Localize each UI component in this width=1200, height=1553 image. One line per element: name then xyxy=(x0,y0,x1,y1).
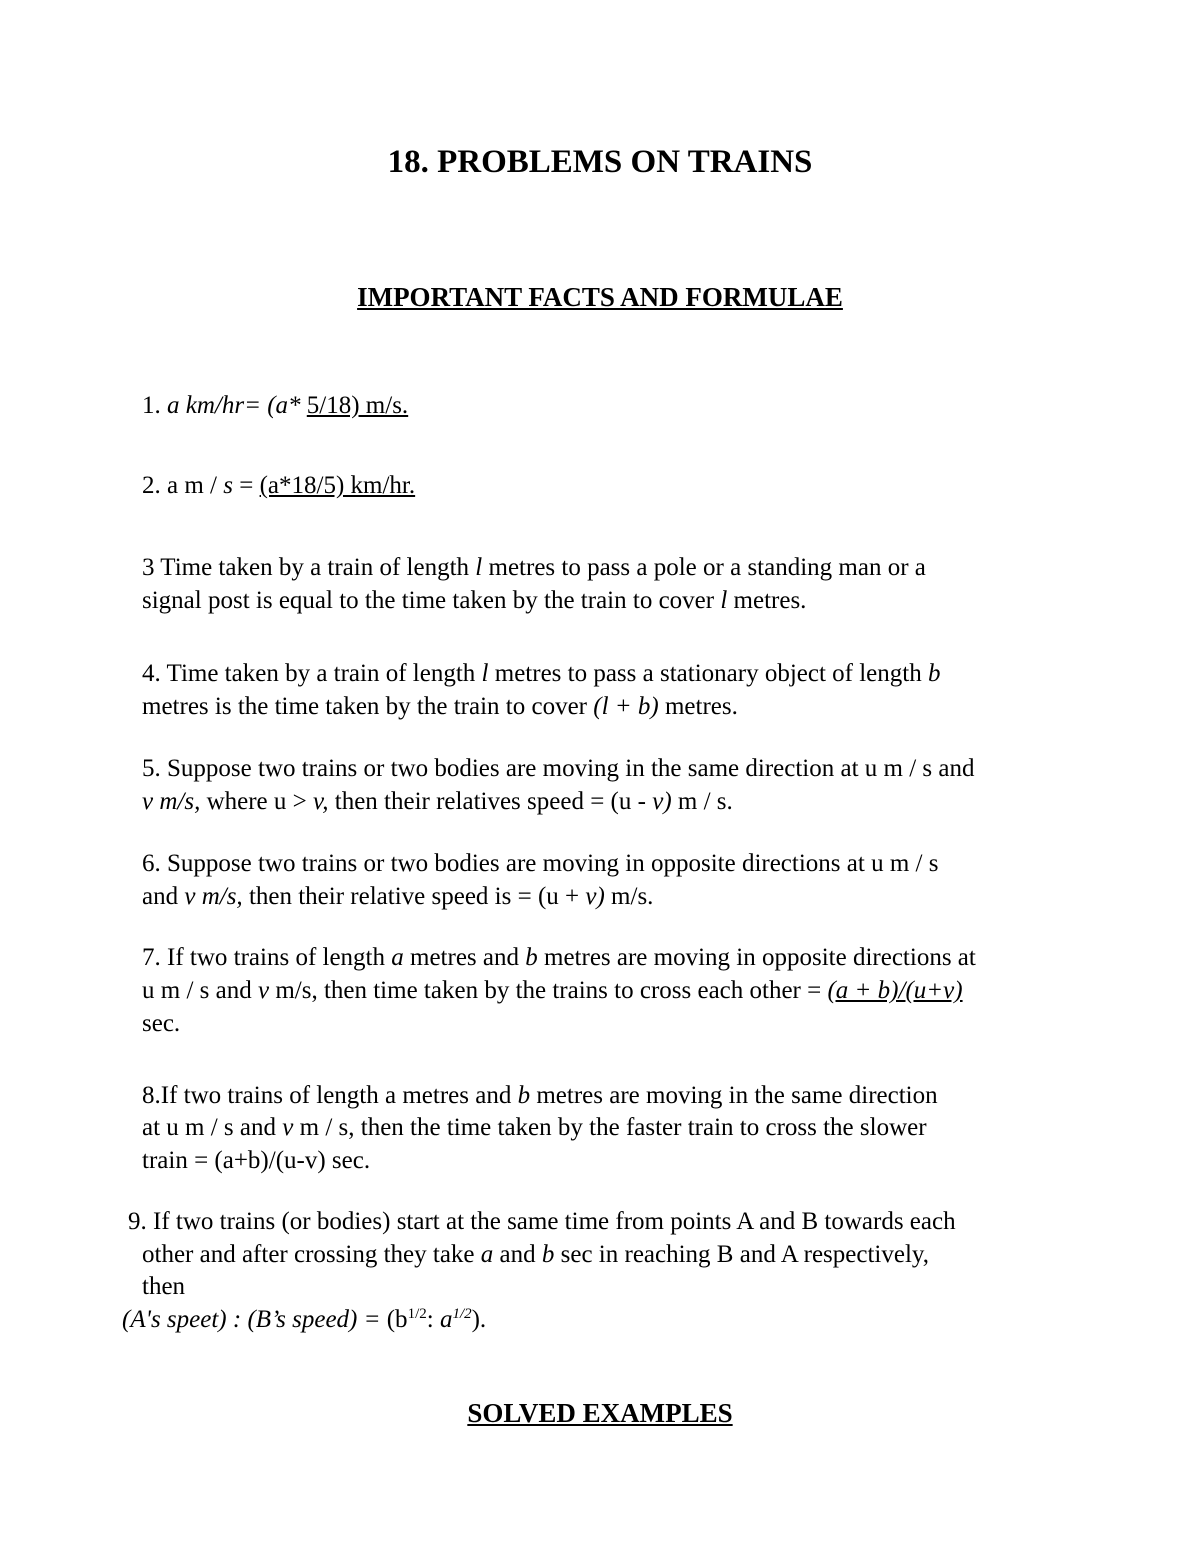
fact-7-b-var: b xyxy=(525,944,538,971)
fact-8-text-2-cont: m / s, then the time taken by the faster train to cross the slower xyxy=(293,1114,927,1141)
fact-5-v-speed: v m/s, xyxy=(142,788,201,815)
fact-5-unit: m / s. xyxy=(671,788,733,815)
fact-8-line-2 xyxy=(142,1112,927,1144)
fact-9-text: other and after crossing they take xyxy=(142,1241,481,1268)
fact-9-ratio-a: a xyxy=(439,1306,453,1333)
formula-1 xyxy=(142,390,408,422)
fact-5-text: where u > xyxy=(200,788,313,815)
fact-6-text: and xyxy=(142,883,185,910)
fact-4-line-1 xyxy=(142,658,940,690)
fact-4-b-var: b xyxy=(927,660,941,687)
fact-5-v-var-2: v) xyxy=(652,788,672,815)
fact-9-ratio-b: (b xyxy=(386,1306,408,1333)
fact-3-text-cont: metres to pass a pole or a standing man or a xyxy=(482,554,926,581)
fact-8-line-3: train = (a+b)/(u-v) sec. xyxy=(142,1147,371,1174)
fact-7-text-end: metres are moving in opposite directions at xyxy=(537,944,976,971)
fact-6-line-2 xyxy=(142,881,653,913)
fact-3-length-var: l xyxy=(475,554,483,581)
formula-2-unit-s: s xyxy=(223,472,233,499)
fact-8-line-1 xyxy=(142,1080,938,1112)
fact-7-text: 7. If two trains of length xyxy=(142,944,392,971)
fact-9-ratio-lhs: (A's speet) : (B’s speed) = xyxy=(122,1306,387,1333)
fact-4-text-2-cont: metres. xyxy=(658,693,738,720)
formula-1-rhs: 5/18) m/s. xyxy=(306,392,409,419)
fact-6-text-cont: then their relative speed is = (u + xyxy=(242,883,586,910)
fact-7-text-2-cont: m/s, then time taken by the trains to cross each other = xyxy=(269,977,828,1004)
fact-8-b-var: b xyxy=(517,1082,531,1109)
fact-9-line-3: then xyxy=(142,1273,186,1300)
fact-9-exponent-1: 1/2 xyxy=(407,1306,427,1322)
fact-6-v-speed: v m/s, xyxy=(184,883,243,910)
fact-9-text-and: and xyxy=(493,1241,542,1268)
fact-5-line-1: 5. Suppose two trains or two bodies are moving in the same direction at u m / s and xyxy=(142,755,975,782)
fact-8-v-var: v xyxy=(282,1114,294,1141)
fact-9-ratio-colon: : xyxy=(426,1306,440,1333)
fact-3-line-2 xyxy=(142,585,806,617)
facts-heading: IMPORTANT FACTS AND FORMULAE xyxy=(357,282,843,312)
fact-9-line-1: 9. If two trains (or bodies) start at the same time from points A and B towards each xyxy=(128,1208,956,1235)
fact-4-text: 4. Time taken by a train of length xyxy=(142,660,482,687)
fact-3-line-1 xyxy=(142,552,926,584)
fact-8-text-cont: metres are moving in the same direction xyxy=(530,1082,938,1109)
fact-6-unit: m/s. xyxy=(604,883,654,910)
fact-7-line-3: sec. xyxy=(142,1010,181,1037)
fact-9-a-var: a xyxy=(480,1241,494,1268)
solved-examples-heading: SOLVED EXAMPLES xyxy=(467,1398,733,1428)
fact-9-line-2 xyxy=(142,1239,929,1271)
fact-6-v-var: v) xyxy=(585,883,605,910)
formula-1-number: 1. xyxy=(142,392,167,419)
fact-4-text-2: metres is the time taken by the train to cover xyxy=(142,693,594,720)
fact-3-text: 3 Time taken by a train of length xyxy=(142,554,476,581)
fact-7-text-2: u m / s and xyxy=(142,977,258,1004)
fact-7-line-2 xyxy=(142,975,963,1007)
fact-7-expression: (a + b)/(u+v) xyxy=(827,977,963,1004)
fact-9-exponent-2: 1/2 xyxy=(452,1306,472,1322)
formula-1-lhs: a km/hr= (a* xyxy=(167,392,307,419)
page-title: 18. PROBLEMS ON TRAINS xyxy=(387,144,813,180)
fact-9-ratio-close: ). xyxy=(471,1306,487,1333)
fact-4-length-var: l xyxy=(481,660,489,687)
fact-9-ratio xyxy=(122,1304,486,1336)
fact-3-text-2-cont: metres. xyxy=(727,587,807,614)
fact-7-a-var: a xyxy=(391,944,404,971)
fact-4-expression: (l + b) xyxy=(593,693,659,720)
fact-5-text-cont: then their relatives speed = (u - xyxy=(328,788,653,815)
formula-2-prefix: 2. a m / xyxy=(142,472,224,499)
fact-3-text-2: signal post is equal to the time taken by the train to cover xyxy=(142,587,721,614)
formula-2 xyxy=(142,470,415,502)
formula-2-equals: = xyxy=(232,472,260,499)
fact-7-line-1 xyxy=(142,942,976,974)
fact-5-line-2 xyxy=(142,786,733,818)
fact-7-v-var: v xyxy=(257,977,270,1004)
fact-7-text-cont: metres and xyxy=(403,944,526,971)
fact-6-line-1: 6. Suppose two trains or two bodies are moving in opposite directions at u m / s xyxy=(142,850,939,877)
fact-3-length-var-2: l xyxy=(720,587,728,614)
fact-8-text: 8.If two trains of length a metres and xyxy=(142,1082,518,1109)
formula-2-rhs: (a*18/5) km/hr. xyxy=(259,472,416,499)
fact-9-text-cont: sec in reaching B and A respectively, xyxy=(554,1241,930,1268)
fact-4-text-cont: metres to pass a stationary object of length xyxy=(488,660,928,687)
fact-9-b-var: b xyxy=(541,1241,555,1268)
fact-5-v-var: v, xyxy=(313,788,329,815)
fact-4-line-2 xyxy=(142,691,738,723)
fact-8-text-2: at u m / s and xyxy=(142,1114,283,1141)
